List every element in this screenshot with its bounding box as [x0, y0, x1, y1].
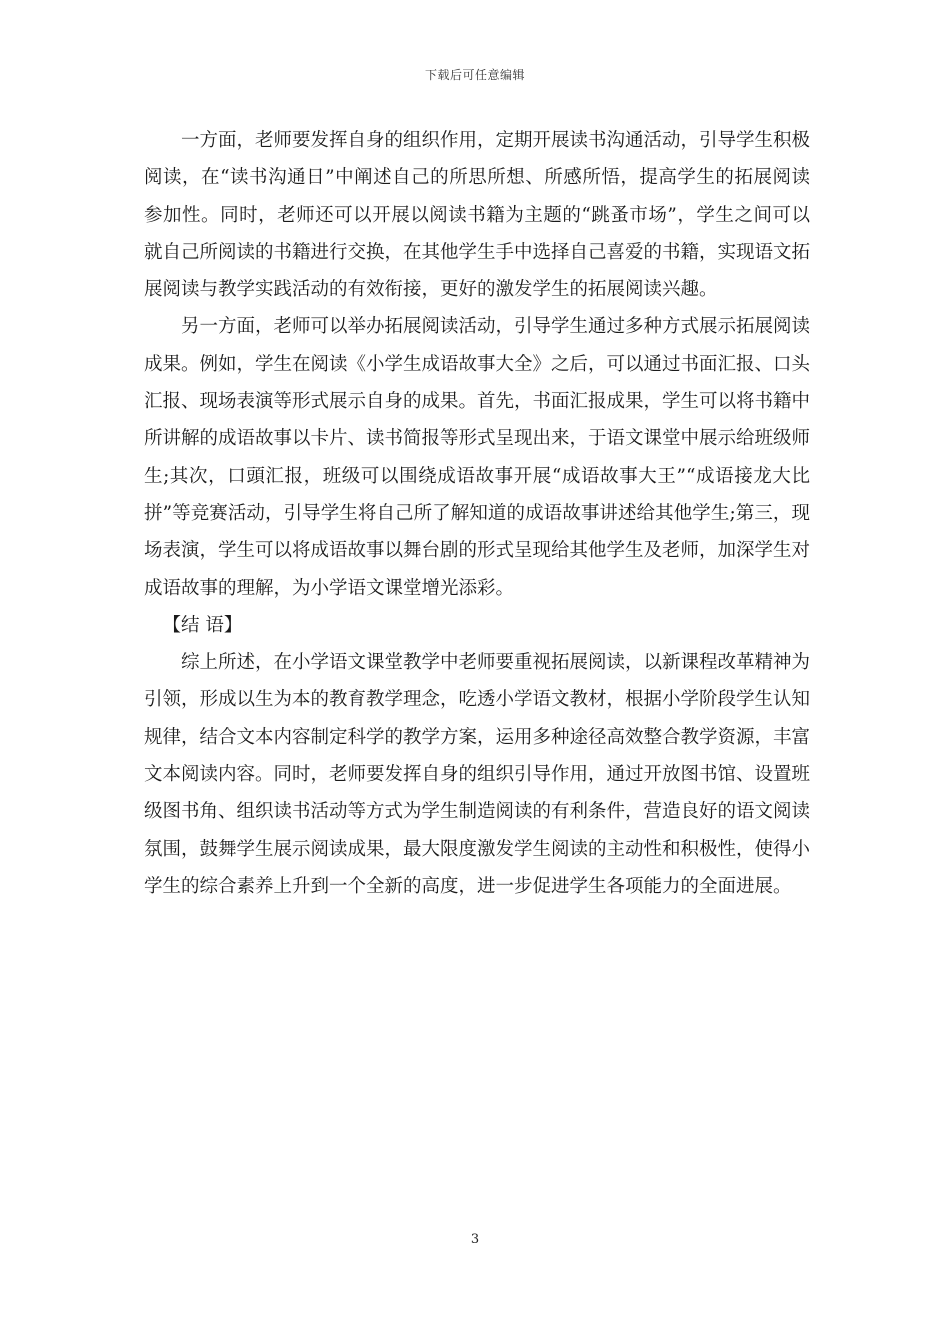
- paragraph-reading-showcase: 另一方面，老师可以举办拓展阅读活动，引导学生通过多种方式展示拓展阅读成果。例如，学生在阅读《小学生成语故事大全》之后，可以通过书面汇报、口头汇报、现场表演等形式展示自身的成果。首先，书面汇报成果，学生可以将书籍中所讲解的成语故事以卡片、读书简报等形式呈现出来，于语文课堂中展示给班级师生;其次，口頭汇报，班级可以围绕成语故事开展“成语故事大王”“成语接龙大比拼”等竞赛活动，引导学生将自己所了解知道的成语故事讲述给其他学生;第三，现场表演，学生可以将成语故事以舞台剧的形式呈现给其他学生及老师，加深学生对成语故事的理解，为小学语文课堂增光添彩。: [144, 316, 811, 599]
- page-number: 3: [470, 1232, 480, 1247]
- paragraph-reading-exchange: 一方面，老师要发挥自身的组织作用，定期开展读书沟通活动，引导学生积极阅读，在“读书沟通日”中阐述自己的所思所想、所感所悟，提高学生的拓展阅读参加性。同时，老师还可以开展以阅读书籍为主题的“跳蚤市场”，学生之间可以就自己所阅读的书籍进行交换，在其他学生手中选择自己喜爱的书籍，实现语文拓展阅读与教学实践活动的有效衔接，更好的激发学生的拓展阅读兴趣。: [144, 130, 811, 301]
- paragraph-conclusion: 综上所述，在小学语文课堂教学中老师要重视拓展阅读，以新课程改革精神为引领，形成以生为本的教育教学理念，吃透小学语文教材，根据小学阶段学生认知规律，结合文本内容制定科学的教学方案，运用多种途径高效整合教学资源，丰富文本阅读内容。同时，老师要发挥自身的组织引导作用，通过开放图书馆、设置班级图书角、组织读书活动等方式为学生制造阅读的有利条件，营造良好的语文阅读氛围，鼓舞学生展示阅读成果，最大限度激发学生阅读的主动性和积极性，使得小学生的综合素养上升到一个全新的高度，进一步促进学生各项能力的全面进展。: [144, 652, 811, 897]
- page-header: 下载后可任意编辑: [424, 68, 525, 82]
- document-body: [144, 122, 810, 905]
- section-heading-conclusion: 【结 语】: [162, 614, 243, 636]
